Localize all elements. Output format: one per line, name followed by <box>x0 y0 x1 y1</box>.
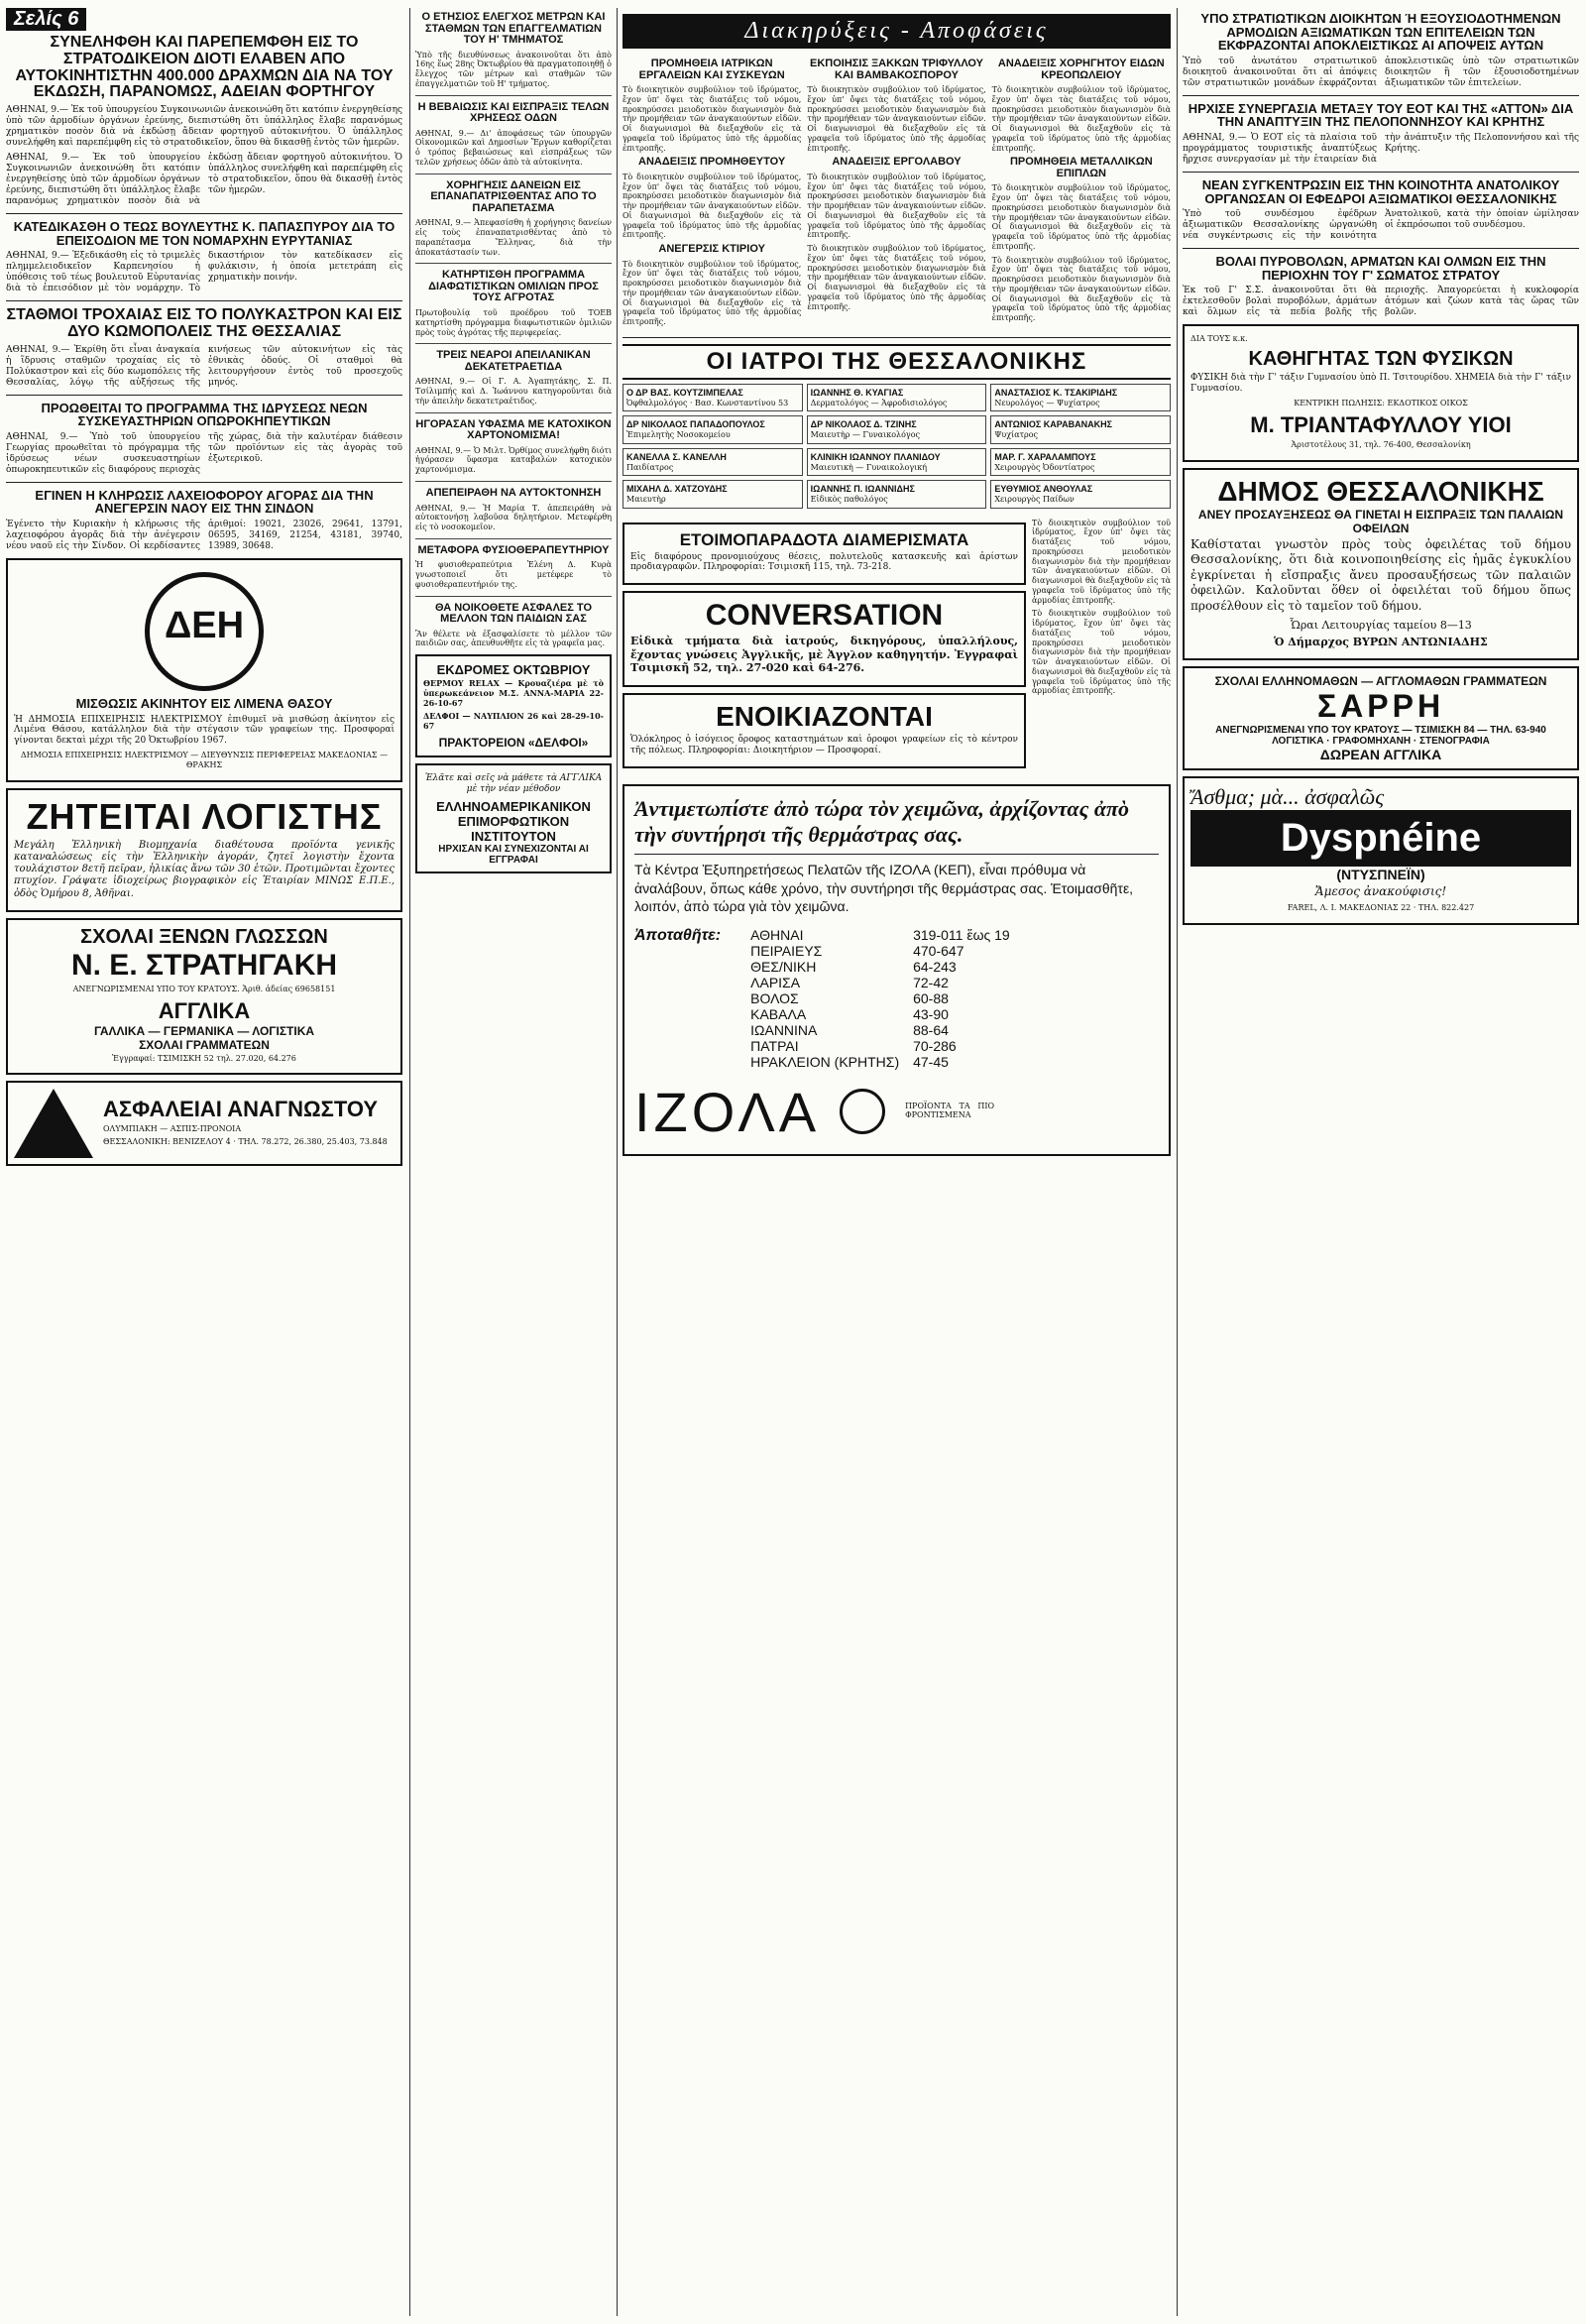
excursions-title: ΕΚΔΡΟΜΕΣ ΟΚΤΩΒΡΙΟΥ <box>436 662 591 678</box>
ad-sarri <box>1183 666 1579 770</box>
hellas-text: Ἐλᾶτε καὶ σεῖς νὰ μάθετε τὰ ΑΓΓΛΙΚΑ μὲ τὴν νέαν μέθοδον <box>424 772 603 794</box>
decree-title: ΕΚΠΟΙΗΣΙΣ ΞΑΚΚΩΝ ΤΡΙΦΥΛΛΟΥ ΚΑΙ ΒΑΜΒΑΚΟΣΠΟΡΟΥ <box>810 58 983 81</box>
izola-text: Τὰ Κέντρα Ἐξυπηρετήσεως Πελατῶν τῆς ΙΖΟΛΑ (ΚΕΠ), εἶναι πρόθυμα νὰ ἀναλάβουν, ὅπως κάθε χρόνο, τὴν συντήρησι τῆς θερμάστρας σας. Ἑτοιμασθῆτε, λοιπόν, ἀπὸ τώρα γιὰ τὸν χειμῶνα. <box>634 862 1134 914</box>
izola-tag: ΠΡΟΪΟΝΤΑ ΤΑ ΠΙΟ ΦΡΟΝΤΙΣΜΕΝΑ <box>905 1101 995 1120</box>
insurance-name: ΑΣΦΑΛΕΙΑΙ ΑΝΑΓΝΩΣΤΟΥ <box>103 1096 379 1121</box>
decree-title: ΠΡΟΜΗΘΕΙΑ ΜΕΤΑΛΛΙΚΩΝ ΕΠΙΠΛΩΝ <box>1009 156 1153 179</box>
dyspneine-address: FAREL, Λ. Ι. ΜΑΚΕΔΟΝΙΑΣ 22 · ΤΗΛ. 822.427 <box>1287 902 1475 912</box>
rent-title: ΕΝΟΙΚΙΑΖΟΝΤΑΙ <box>716 700 933 732</box>
physics-pub: ΚΕΝΤΡΙΚΗ ΠΩΛΗΣΙΣ: ΕΚΔΟΤΙΚΟΣ ΟΙΚΟΣ <box>1294 399 1468 408</box>
side-note: Τὸ διοικητικὸν συμβούλιον τοῦ ἱδρύματος, ἔχον ὑπ' ὄψει τὰς διατάξεις τοῦ νόμου, προκηρύσσει μειοδοτικὸν διαγωνισμὸν διὰ τὴν προμήθειαν τῶν ἀναγκαιούντων εἰδῶν. Οἱ διαγωνισμοὶ θὰ διεξαχθοῦν εἰς τὰ γραφεῖα τοῦ ἱδρύματος ὑπὸ τῆς ἁρμοδίας ἐπιτροπῆς. <box>1032 609 1171 696</box>
izola-city-row: ΑΘΗΝΑΙ 319-011 ἕως 19 <box>750 926 1010 943</box>
headline-papaspyrou: ΚΑΤΕΔΙΚΑΣΘΗ Ο ΤΕΩΣ ΒΟΥΛΕΥΤΗΣ Κ. ΠΑΠΑΣΠΥΡΟΥ ΔΙΑ ΤΟ ΕΠΕΙΣΟΔΙΟΝ ΜΕ ΤΟΝ ΝΟΜΑΡΧΗΝ ΕΥΡΥΤΑΝΙΑΣ <box>13 218 396 248</box>
article-text: Πρωτοβουλίᾳ τοῦ προέδρου τοῦ ΤΟΕΒ κατηρτίσθη πρόγραμμα διαφωτιστικῶν ὁμιλιῶν πρὸς τοὺς ἀγρότας τῆς περιφερείας. <box>415 308 612 337</box>
side-note: Τὸ διοικητικὸν συμβούλιον τοῦ ἱδρύματος, ἔχον ὑπ' ὄψει τὰς διατάξεις τοῦ νόμου, προκηρύσσει μειοδοτικὸν διαγωνισμὸν διὰ τὴν προμήθειαν τῶν ἀναγκαιούντων εἰδῶν. Οἱ διαγωνισμοὶ θὰ διεξαχθοῦν εἰς τὰ γραφεῖα τοῦ ἱδρύματος ὑπὸ τῆς ἁρμοδίας ἐπιτροπῆς. <box>1032 518 1171 605</box>
izola-city-row: ΚΑΒΑΛΑ 43-90 <box>750 1005 949 1022</box>
municipality-sub: ΑΝΕΥ ΠΡΟΣΑΥΞΗΣΕΩΣ ΘΑ ΓΙΝΕΤΑΙ Η ΕΙΣΠΡΑΞΙΣ ΤΩΝ ΠΑΛΑΙΩΝ ΟΦΕΙΛΩΝ <box>1197 507 1564 535</box>
doctor-card: ΑΝΤΩΝΙΟΣ ΚΑΡΑΒΑΝΑΚΗΣ Ψυχίατρος <box>990 415 1171 443</box>
headline-artillery: ΒΟΛΑΙ ΠΥΡΟΒΟΛΩΝ, ΑΡΜΑΤΩΝ ΚΑΙ ΟΛΜΩΝ ΕΙΣ ΤΗΝ ΠΕΡΙΟΧΗΝ ΤΟΥ Γ' ΣΩΜΑΤΟΣ ΣΤΡΑΤΟΥ <box>1215 254 1546 283</box>
conversation-text: Εἰδικὰ τμήματα διὰ ἰατρούς, δικηγόρους, ὑπαλλήλους, ἔχοντας γνώσεις Ἀγγλικῆς, μὲ Ἀγγλον καθηγητήν. Ἐγγραφαὶ Τσιμισκῆ 52, τηλ. 27-020 καὶ 64-276. <box>630 635 1018 675</box>
physics-name: Μ. ΤΡΙΑΝΤΑΦΥΛΛΟΥ ΥΙΟΙ <box>1250 411 1512 437</box>
ad-dyspneine <box>1183 776 1579 924</box>
doctor-card: ΚΛΙΝΙΚΗ ΙΩΑΝΝΟΥ ΠΛΑΝΙΔΟΥ Μαιευτικὴ — Γυναικολογική <box>807 448 987 476</box>
izola-footer <box>634 1080 1159 1144</box>
doctor-card: Ο ΔΡ ΒΑΣ. ΚΟΥΤΖΙΜΠΕΛΑΣ Ὀφθαλμολόγος · Βασ. Κωνσταντίνου 53 <box>623 384 803 411</box>
ad-rent <box>623 693 1026 768</box>
column-rule <box>1177 8 1178 2316</box>
decree-text: Τὸ διοικητικὸν συμβούλιον τοῦ ἱδρύματος, ἔχον ὑπ' ὄψει τὰς διατάξεις τοῦ νόμου, προκηρύσσει μειοδοτικὸν διαγωνισμὸν διὰ τὴν προμήθειαν τῶν ἀναγκαιούντων εἰδῶν. Οἱ διαγωνισμοὶ θὰ διεξαχθοῦν εἰς τὰ γραφεῖα τοῦ ἱδρύματος ὑπὸ τῆς ἁρμοδίας ἐπιτροπῆς. <box>991 183 1171 251</box>
article-text: ΑΘΗΝΑΙ, 9.— Ὁ Μιλτ. Ὀρθίμος συνελήφθη διότι ἠγόρασεν ὕφασμα καταβαλὼν κατοχικὸν χαρτονόμισμα. <box>415 445 612 475</box>
decree-title: ΑΝΑΔΕΙΞΙΣ ΧΟΡΗΓΗΤΟΥ ΕΙΔΩΝ ΚΡΕΟΠΩΛΕΙΟΥ <box>997 58 1165 81</box>
doctor-card: ΜΑΡ. Γ. ΧΑΡΑΛΑΜΠΟΥΣ Χειρουργὸς Ὀδοντίατρος <box>990 448 1171 476</box>
dyspneine-slogan: Ἄμεσος ἀνακούφισις! <box>1314 884 1447 899</box>
headline-lottery: ΕΓΙΝΕΝ Η ΚΛΗΡΩΣΙΣ ΛΑΧΕΙΟΦΟΡΟΥ ΑΓΟΡΑΣ ΔΙΑ ΤΗΝ ΑΝΕΓΕΡΣΙΝ ΝΑΟΥ ΕΙΣ ΤΗΝ ΣΙΝΔΟΝ <box>35 487 374 517</box>
decree-title: ΑΝΕΓΕΡΣΙΣ ΚΤΙΡΙΟΥ <box>658 243 765 256</box>
column-left <box>6 8 402 2316</box>
column-second <box>415 8 612 2316</box>
school-english: ΑΓΓΛΙΚΑ <box>158 997 251 1023</box>
ad-conversation <box>623 591 1026 686</box>
decree-text: Τὸ διοικητικὸν συμβούλιον τοῦ ἱδρύματος, ἔχον ὑπ' ὄψει τὰς διατάξεις τοῦ νόμου, προκηρύσσει μειοδοτικὸν διαγωνισμὸν διὰ τὴν προμήθειαν τῶν ἀναγκαιούντων εἰδῶν. Οἱ διαγωνισμοὶ θὰ διεξαχθοῦν εἰς τὰ γραφεῖα τοῦ ἱδρύματος ὑπὸ τῆς ἁρμοδίας ἐπιτροπῆς. <box>807 172 986 240</box>
dyspneine-name: Dyspnéine <box>1190 810 1571 867</box>
izola-city-row: ΗΡΑΚΛΕΙΟΝ (ΚΡΗΤΗΣ) 47-45 <box>750 1053 949 1070</box>
school-name: Ν. Ε. ΣΤΡΑΤΗΓΑΚΗ <box>70 948 338 982</box>
municipality-text: Καθίσταται γνωστὸν πρὸς τοὺς ὀφειλέτας τοῦ δήμου Θεσσαλονίκης, ὅτι διὰ κοινοποιηθείσης εἰς ἡμᾶς ἐγκυκλίου ἐγκρίνεται ἡ εἴσπραξις ἄνευ προσαυξήσεως τῶν παλαιῶν ὀφειλῶν. Καλοῦνται ὅθεν οἱ ὀφειλέται τοῦ δήμου ὅπως προσέλθουν εἰς τὸ ταμεῖον τοῦ δήμου. <box>1190 536 1571 613</box>
school-sub: ΑΝΕΓΝΩΡΙΣΜΕΝΑΙ ΥΠΟ ΤΟΥ ΚΡΑΤΟΥΣ. Ἀριθ. ἀδείας 69658151 <box>72 984 336 993</box>
physics-title: ΚΑΘΗΓΗΤΑΣ ΤΩΝ ΦΥΣΙΚΩΝ <box>1248 348 1514 371</box>
headline-loans: ΧΟΡΗΓΗΣΙΣ ΔΑΝΕΙΩΝ ΕΙΣ ΕΠΑΝΑΠΑΤΡΙΣΘΕΝΤΑΣ ΑΠΟ ΤΟ ΠΑΡΑΠΕΤΑΣΜΑ <box>430 178 597 214</box>
doctor-card: ΕΥΘΥΜΙΟΣ ΑΝΘΟΥΛΑΣ Χειρουργὸς Παίδων <box>990 480 1171 508</box>
article-text: ΑΘΗΝΑΙ, 9.— Ἐκ τοῦ ὑπουργείου Συγκοινωνιῶν ἀνεκοινώθη ὅτι κατόπιν ἐνεργηθείσης ὑπὸ τῶν ἁρμοδίων ὀργάνων ἐρεύνης, διεπιστώθη ὅτι ὑπάλληλος ἔλαβε παρανόμως χρηματικὸν ποσὸν διὰ νὰ ἐκδώσῃ ἄδειαν φορτηγοῦ αὐτοκινήτου. Ὁ ὑπάλληλος συνελήφθη καὶ παρεπέμφθη εἰς τὸ στρατοδικεῖον, ὅπου θὰ δικασθῇ ἐντὸς τῶν ἡμερῶν. <box>6 105 402 149</box>
decree-column <box>807 55 985 331</box>
article-text: ΑΘΗΝΑΙ, 9.— Ὁ ΕΟΤ εἰς τὰ πλαίσια τοῦ προγράμματος τουριστικῆς ἀναπτύξεως ἤρχισε συνεργασίαν μὲ τὴν ἑταιρείαν διὰ τὴν ἀνάπτυξιν τῆς Πελοποννήσου καὶ τῆς Κρήτης. <box>1183 133 1579 166</box>
ad-hellenic-american <box>415 763 612 873</box>
school-headline: ΣΧΟΛΑΙ ΞΕΝΩΝ ΓΛΩΣΣΩΝ <box>80 925 328 948</box>
decree-column <box>992 55 1171 331</box>
article-text: Ἐγένετο τὴν Κυριακὴν ἡ κλήρωσις τῆς λαχειοφόρου ἀγορᾶς διὰ τὴν ἀνέγερσιν νέου ναοῦ εἰς τὴν Σίνδον. Οἱ κερδίσαντες ἀριθμοί: 19021, 23026, 29641, 13791, 06595, 34169, 21254, 43181, 39740, 13989, 30648. <box>6 519 402 551</box>
accountant-title: ΖΗΤΕΙΤΑΙ ΛΟΓΙΣΤΗΣ <box>26 795 383 837</box>
column-rule <box>617 8 618 2316</box>
ad-language-school <box>6 918 402 1076</box>
izola-city-row: ΠΑΤΡΑΙ 70-286 <box>750 1037 957 1054</box>
rent-text: Ὁλόκληρος ὁ ἰσόγειος ὄροφος καταστημάτων καὶ ὁροφοι γραφείων εἰς τὸ κέντρον τῆς πόλεως. Πληροφορίαι: Διοικητήριον — Προσφοραί. <box>630 734 1018 755</box>
decree-text: Τὸ διοικητικὸν συμβούλιον τοῦ ἱδρύματος, ἔχον ὑπ' ὄψει τὰς διατάξεις τοῦ νόμου, προκηρύσσει μειοδοτικὸν διαγωνισμὸν διὰ τὴν προμήθειαν τῶν ἀναγκαιούντων εἰδῶν. Οἱ διαγωνισμοὶ θὰ διεξαχθοῦν εἰς τὰ γραφεῖα τοῦ ἱδρύματος ὑπὸ τῆς ἁρμοδίας ἐπιτροπῆς. <box>991 255 1171 323</box>
doctor-card: ΔΡ ΝΙΚΟΛΑΟΣ Δ. ΤΖΙΝΗΣ Μαιευτὴρ — Γυναικολόγος <box>807 415 987 443</box>
insurance-address: ΘΕΣΣΑΛΟΝΙΚΗ: ΒΕΝΙΖΕΛΟΥ 4 · ΤΗΛ. 78.272, 26.380, 25.403, 73.848 <box>103 1137 388 1147</box>
article-text: ΑΘΗΝΑΙ, 9.— Ἐξεδικάσθη εἰς τὸ τριμελὲς πλημμελειοδικεῖον Καρπενησίου ἡ ὑπόθεσις τοῦ τέως βουλευτοῦ Εὐρυτανίας διὰ τὸ ἐπεισόδιον μὲ τὸν νομάρχην. Τὸ δικαστήριον τὸν κατεδίκασεν εἰς φυλάκισιν, ἡ ὁποία μετετράπη εἰς χρηματικὴν ποινήν. <box>6 251 402 294</box>
izola-city-row: ΒΟΛΟΣ 60-88 <box>750 989 949 1006</box>
article-text: ΑΘΗΝΑΙ, 9.— Ἡ Μαρία Τ. ἀπεπειράθη νὰ αὐτοκτονήσῃ λαβοῦσα δηλητήριον. Μετεφέρθη εἰς τὸ νοσοκομεῖον. <box>415 503 612 531</box>
ad-deh <box>6 558 402 782</box>
headline-military: ΥΠΟ ΣΤΡΑΤΙΩΤΙΚΩΝ ΔΙΟΙΚΗΤΩΝ Ή ΕΞΟΥΣΙΟΔΟΤΗΜΕΝΩΝ ΑΡΜΟΔΙΩΝ ΑΞΙΩΜΑΤΙΚΩΝ ΤΩΝ ΕΠΙΤΕΛΕΙΩΝ ΤΩΝ ΕΚΦΡΑΖΟΝΤΑΙ ΑΠΟΚΛΕΙΣΤΙΚΩΣ ΑΙ ΑΠΟΨΕΙΣ ΑΥΤΩΝ <box>1200 11 1561 54</box>
sarri-name: ΣΑΡΡΗ <box>1316 688 1445 725</box>
article-text: ΑΘΗΝΑΙ, 9.— Ἀπεφασίσθη ἡ χορήγησις δανείων εἰς τοὺς ἐπαναπατρισθέντας ἀπὸ τὸ παραπέτασμα Ἕλληνας, διὰ τὴν ἀποκατάστασίν των. <box>415 218 612 257</box>
headline-fabric: ΗΓΟΡΑΣΑΝ ΥΦΑΣΜΑ ΜΕ ΚΑΤΟΧΙΚΟΝ ΧΑΡΤΟΝΟΜΙΣΜΑ! <box>415 417 612 442</box>
izola-city-row: ΘΕΣ/ΝΙΚΗ 64-243 <box>750 958 957 975</box>
headline-future: ΘΑ ΝΟΙΚΟΘΕΤΕ ΑΣΦΑΛΕΣ ΤΟ ΜΕΛΛΟΝ ΤΩΝ ΠΑΙΔΙΩΝ ΣΑΣ <box>434 601 593 626</box>
izola-city-row: ΙΩΑΝΝΙΝΑ 88-64 <box>750 1021 949 1038</box>
doctor-card: ΚΑΝΕΛΛΑ Σ. ΚΑΝΕΛΛΗ Παιδίατρος <box>623 448 803 476</box>
headline-measures: Ο ΕΤΗΣΙΟΣ ΕΛΕΓΧΟΣ ΜΕΤΡΩΝ ΚΑΙ ΣΤΑΘΜΩΝ ΤΩΝ ΕΠΑΓΓΕΛΜΑΤΙΩΝ ΤΟΥ Η' ΤΜΗΜΑΤΟΣ <box>421 11 606 47</box>
decree-text: Τὸ διοικητικὸν συμβούλιον τοῦ ἱδρύματος, ἔχον ὑπ' ὄψει τὰς διατάξεις τοῦ νόμου, προκηρύσσει μειοδοτικὸν διαγωνισμὸν διὰ τὴν προμήθειαν τῶν ἀναγκαιούντων εἰδῶν. Οἱ διαγωνισμοὶ θὰ διεξαχθοῦν εἰς τὰ γραφεῖα τοῦ ἱδρύματος ὑπὸ τῆς ἁρμοδίας ἐπιτροπῆς. <box>807 85 986 153</box>
izola-call: Ἀποταθῆτε: <box>634 926 722 944</box>
izola-city-row: ΛΑΡΙΣΑ 72-42 <box>750 974 949 990</box>
doctor-card: ΔΡ ΝΙΚΟΛΑΟΣ ΠΑΠΑΔΟΠΟΥΛΟΣ Ἐπιμελητὴς Νοσοκομείου <box>623 415 803 443</box>
column-right <box>1183 8 1579 2316</box>
doctor-card: ΙΩΑΝΝΗΣ Π. ΙΩΑΝΝΙΔΗΣ Εἰδικὸς παθολόγος <box>807 480 987 508</box>
sarri-line: ΛΟΓΙΣΤΙΚΑ · ΓΡΑΦΟΜΗΧΑΝΗ · ΣΤΕΝΟΓΡΑΦΙΑ <box>1272 736 1490 748</box>
apartments-text: Εἰς διαφόρους προνομιούχους θέσεις, πολυτελοῦς κατασκευῆς καὶ ἀρίστων προδιαγραφῶν. Πληροφορίαι: Τσιμισκῆ 115, τηλ. 73-218. <box>630 551 1018 573</box>
excursion-item: ΔΕΛΦΟΙ — ΝΑΥΠΛΙΟΝ 26 καὶ 28-29-10-67 <box>423 711 604 732</box>
hellas-foot: ΗΡΧΙΣΑΝ ΚΑΙ ΣΥΝΕΧΙΖΟΝΤΑΙ ΑΙ ΕΓΓΡΑΦΑΙ <box>438 843 589 866</box>
headline-suicide: ΑΠΕΠΕΙΡΑΘΗ ΝΑ ΑΥΤΟΚΤΟΝΗΣΗ <box>425 486 602 499</box>
ad-accountant <box>6 788 402 912</box>
physics-pre: ΔΙΑ ΤΟΥΣ κ.κ. <box>1190 334 1248 344</box>
ad-excursions <box>415 654 612 757</box>
deh-headline: ΜΙΣΘΩΣΙΣ ΑΚΙΝΗΤΟΥ ΕΙΣ ΛΙΜΕΝΑ ΘΑΣΟΥ <box>75 695 333 711</box>
accountant-text: Μεγάλη Ἑλληνικὴ Βιομηχανία διαθέτουσα προϊόντα γενικῆς καταναλώσεως εἰς τὴν Ἑλληνικὴν ἀγοράν, ζητεῖ λογιστὴν ἔχοντα τουλάχιστον 8ετῆ πεῖραν, ἡλικίας ἄνω τῶν 30 ἐτῶν. Προτιμῶνται ἔχοντες πτυχίον. Γράψατε ἰδιοχείρως βιογραφικὸν εἰς Ἐταιρίαν ΜΙΝΩΣ Ε.Π.Ε., ὁδὸς Ὁμήρου 8, Ἀθῆναι. <box>14 839 395 899</box>
column-center <box>623 8 1171 2316</box>
headline-arrest: ΣΥΝΕΛΗΦΘΗ ΚΑΙ ΠΑΡΕΠΕΜΦΘΗ ΕΙΣ ΤΟ ΣΤΡΑΤΟΔΙΚΕΙΟΝ ΔΙΟΤΙ ΕΛΑΒΕΝ ΑΠΟ ΑΥΤΟΚΙΝΗΤΙΣΤΗΝ 400.000 ΔΡΑΧΜΩΝ ΔΙΑ ΝΑ ΤΟΥ ΕΚΔΩΣΗ, ΠΑΡΑΝΟΜΩΣ, ΑΔΕΙΑΝ ΦΟΡΤΗΓΟΥ <box>15 34 394 101</box>
izola-logo: ΙΖΟΛΑ <box>634 1080 821 1143</box>
conversation-title: CONVERSATION <box>705 599 944 633</box>
hellas-name: ΕΛΛΗΝΟΑΜΕΡΙΚΑΝΙΚΟΝ ΕΠΙΜΟΡΦΩΤΙΚΟΝ ΙΝΣΤΙΤΟΥΤΟΝ <box>436 798 591 844</box>
decree-column <box>623 55 801 331</box>
headline-road-fees: Η ΒΕΒΑΙΩΣΙΣ ΚΑΙ ΕΙΣΠΡΑΞΙΣ ΤΕΛΩΝ ΧΡΗΣΕΩΣ ΟΔΩΝ <box>417 100 610 125</box>
decrees-banner: Διακηρύξεις - Αποφάσεις <box>623 14 1171 49</box>
section-label: Σελίς 6 <box>6 8 86 31</box>
sarri-pre: ΣΧΟΛΑΙ ΕΛΛΗΝΟΜΑΘΩΝ — ΑΓΓΛΟΜΑΘΩΝ ΓΡΑΜΜΑΤΕΩΝ <box>1214 674 1547 689</box>
ad-physics <box>1183 324 1579 461</box>
article-text: Ὑπὸ τοῦ συνδέσμου ἐφέδρων ἀξιωματικῶν Θεσσαλονίκης ὠργανώθη νέα συγκέντρωσις εἰς τὴν κοινότητα Ἀνατολικοῦ, κατὰ τὴν ὁποίαν ὡμίλησαν οἱ ἐκπρόσωποι τοῦ συνδέσμου. <box>1183 209 1579 242</box>
municipality-sign: Ὁ Δήμαρχος ΒΥΡΩΝ ΑΝΤΩΝΙΑΔΗΣ <box>1274 635 1488 648</box>
sarri-sub: ΑΝΕΓΝΩΡΙΣΜΕΝΑΙ ΥΠΟ ΤΟΥ ΚΡΑΤΟΥΣ — ΤΣΙΜΙΣΚΗ 84 — ΤΗΛ. 63-940 <box>1215 725 1546 737</box>
deh-text: Ἡ ΔΗΜΟΣΙΑ ΕΠΙΧΕΙΡΗΣΙΣ ΗΛΕΚΤΡΙΣΜΟΥ ἐπιθυμεῖ νὰ μισθώσῃ ἀκίνητον εἰς Λιμένα Θάσου, κατάλληλον διὰ τὴν στέγασιν τῶν γραφείων της. Προσφοραὶ γίνονται δεκταὶ μέχρι τῆς 20 Ὀκτωβρίου 1967. <box>14 714 395 747</box>
ad-izola <box>623 784 1171 1156</box>
ad-apartments <box>623 523 1026 586</box>
doctors-title: ΟΙ ΙΑΤΡΟΙ ΤΗΣ ΘΕΣΣΑΛΟΝΙΚΗΣ <box>623 344 1171 380</box>
article-text: ΑΘΗΝΑΙ, 9.— Δι' ἀποφάσεως τῶν ὑπουργῶν Οἰκονομικῶν καὶ Δημοσίων Ἔργων καθορίζεται ὁ τρόπος βεβαιώσεως καὶ εἰσπράξεως τῶν τελῶν χρήσεως ὁδῶν ἀπὸ τὰ αὐτοκίνητα. <box>415 128 612 167</box>
decree-title: ΠΡΟΜΗΘΕΙΑ ΙΑΤΡΙΚΩΝ ΕΡΓΑΛΕΙΩΝ ΚΑΙ ΣΥΣΚΕΥΩΝ <box>638 58 785 81</box>
ad-insurance <box>6 1081 402 1166</box>
dyspneine-sub: (ΝΤΥΣΠΝΕΪΝ) <box>1336 867 1425 883</box>
izola-circle-icon <box>840 1089 885 1134</box>
headline-traffic: ΣΤΑΘΜΟΙ ΤΡΟΧΑΙΑΣ ΕΙΣ ΤΟ ΠΟΛΥΚΑΣΤΡΟΝ ΚΑΙ ΕΙΣ ΔΥΟ ΚΩΜΟΠΟΛΕΙΣ ΤΗΣ ΘΕΣΣΑΛΙΑΣ <box>6 306 402 340</box>
headline-reserve: ΝΕΑΝ ΣΥΓΚΕΝΤΡΩΣΙΝ ΕΙΣ ΤΗΝ ΚΟΙΝΟΤΗΤΑ ΑΝΑΤΟΛΙΚΟΥ ΟΡΓΑΝΩΣΑΝ ΟΙ ΕΦΕΔΡΟΙ ΑΞΙΩΜΑΤΙΚΟΙ ΘΕΣΣΑΛΟΝΙΚΗΣ <box>1201 177 1560 206</box>
excursion-agency: ΠΡΑΚΤΟΡΕΙΟΝ «ΔΕΛΦΟΙ» <box>438 735 589 750</box>
insurance-sub: ΟΛΥΜΠΙΑΚΗ — ΑΣΠΙΣ-ΠΡΟΝΟΙΑ <box>103 1123 242 1133</box>
ad-municipality <box>1183 468 1579 661</box>
decree-text: Τὸ διοικητικὸν συμβούλιον τοῦ ἱδρύματος, ἔχον ὑπ' ὄψει τὰς διατάξεις τοῦ νόμου, προκηρύσσει μειοδοτικὸν διαγωνισμὸν διὰ τὴν προμήθειαν τῶν ἀναγκαιούντων εἰδῶν. Οἱ διαγωνισμοὶ θὰ διεξαχθοῦν εἰς τὰ γραφεῖα τοῦ ἱδρύματος ὑπὸ τῆς ἁρμοδίας ἐπιτροπῆς. <box>623 172 802 240</box>
article-text: Ἡ φυσιοθεραπεύτρια Ἑλένη Δ. Κυρὰ γνωστοποιεῖ ὅτι μετέφερε τὸ φυσιοθεραπευτήριόν της. <box>415 560 612 589</box>
doctors-grid <box>623 384 1171 509</box>
izola-city-row: ΠΕΙΡΑΙΕΥΣ 470-647 <box>750 942 964 959</box>
decree-text: Τὸ διοικητικὸν συμβούλιον τοῦ ἱδρύματος, ἔχον ὑπ' ὄψει τὰς διατάξεις τοῦ νόμου, προκηρύσσει μειοδοτικὸν διαγωνισμὸν διὰ τὴν προμήθειαν τῶν ἀναγκαιούντων εἰδῶν. Οἱ διαγωνισμοὶ θὰ διεξαχθοῦν εἰς τὰ γραφεῖα τοῦ ἱδρύματος ὑπὸ τῆς ἁρμοδίας ἐπιτροπῆς. <box>623 85 802 153</box>
triangle-logo-icon <box>14 1089 93 1158</box>
physics-address: Ἀριστοτέλους 31, τηλ. 76-400, Θεσσαλονίκη <box>1291 439 1471 449</box>
decree-text: Τὸ διοικητικὸν συμβούλιον τοῦ ἱδρύματος, ἔχον ὑπ' ὄψει τὰς διατάξεις τοῦ νόμου, προκηρύσσει μειοδοτικὸν διαγωνισμὸν διὰ τὴν προμήθειαν τῶν ἀναγκαιούντων εἰδῶν. Οἱ διαγωνισμοὶ θὰ διεξαχθοῦν εἰς τὰ γραφεῖα τοῦ ἱδρύματος ὑπὸ τῆς ἁρμοδίας ἐπιτροπῆς. <box>623 259 802 327</box>
side-notes <box>1032 517 1171 774</box>
article-text: ΑΘΗΝΑΙ, 9.— Ἐκρίθη ὅτι εἶναι ἀναγκαία ἡ ἵδρυσις σταθμῶν τροχαίας εἰς τὸ Πολύκαστρον καὶ εἰς δύο κωμοπόλεις τῆς Θεσσαλίας, λόγῳ τῆς αὐξήσεως τῆς κινήσεως τῶν αὐτοκινήτων εἰς τὰς ἐθνικὰς ὁδούς. Οἱ σταθμοὶ θὰ λειτουργήσουν ἐντὸς τοῦ προσεχοῦς μηνός. <box>6 344 402 388</box>
municipality-hours: Ὧραι Λειτουργίας ταμείου 8—13 <box>1290 618 1472 632</box>
article-text: Ἂν θέλετε νὰ ἐξασφαλίσετε τὸ μέλλον τῶν παιδιῶν σας, ἀπευθυνθῆτε εἰς τὰ γραφεῖα μας. <box>415 629 612 648</box>
article-text-cont: ΑΘΗΝΑΙ, 9.— Ἐκ τοῦ ὑπουργείου Συγκοινωνιῶν ἀνεκοινώθη ὅτι κατόπιν ἐνεργηθείσης ὑπὸ τῶν ἁρμοδίων ὀργάνων ἐρεύνης, διεπιστώθη ὅτι ὑπάλληλος ἔλαβε παρανόμως χρηματικὸν ποσὸν διὰ νὰ ἐκδώσῃ ἄδειαν φορτηγοῦ αὐτοκινήτου. Ὁ ὑπάλληλος συνελήφθη καὶ παρεπέμφθη εἰς τὸ στρατοδικεῖον, ὅπου θὰ δικασθῇ ἐντὸς τῶν ἡμερῶν. <box>6 153 402 206</box>
article-text: ΑΘΗΝΑΙ, 9.— Οἱ Γ. Α. Ἀγαπητάκης, Σ. Π. Τσίλιμπής καὶ Δ. Ἰωάννου κατηγοροῦνται διὰ τὴν ἀπειλὴν δεκατετραέτιδος. <box>415 377 612 406</box>
headline-physio: ΜΕΤΑΦΟΡΑ ΦΥΣΙΟΘΕΡΑΠΕΥΤΗΡΙΟΥ <box>417 543 610 556</box>
decree-title: ΑΝΑΔΕΙΞΙΣ ΠΡΟΜΗΘΕΥΤΟΥ <box>638 156 786 169</box>
school-address: Ἐγγραφαί: ΤΣΙΜΙΣΚΗ 52 τηλ. 27.020, 64.276 <box>112 1053 296 1063</box>
column-rule <box>409 8 410 2316</box>
apartments-title: ΕΤΟΙΜΟΠΑΡΑΔΟΤΑ ΔΙΑΜΕΡΙΣΜΑΤΑ <box>679 529 969 549</box>
izola-contacts <box>634 927 1159 1070</box>
decree-text: Τὸ διοικητικὸν συμβούλιον τοῦ ἱδρύματος, ἔχον ὑπ' ὄψει τὰς διατάξεις τοῦ νόμου, προκηρύσσει μειοδοτικὸν διαγωνισμὸν διὰ τὴν προμήθειαν τῶν ἀναγκαιούντων εἰδῶν. Οἱ διαγωνισμοὶ θὰ διεξαχθοῦν εἰς τὰ γραφεῖα τοῦ ἱδρύματος ὑπὸ τῆς ἁρμοδίας ἐπιτροπῆς. <box>991 85 1171 153</box>
deh-sign: ΔΗΜΟΣΙΑ ΕΠΙΧΕΙΡΗΣΙΣ ΗΛΕΚΤΡΙΣΜΟΥ — ΔΙΕΥΘΥΝΣΙΣ ΠΕΡΙΦΕΡΕΙΑΣ ΜΑΚΕΔΟΝΙΑΣ — ΘΡΑΚΗΣ <box>20 751 389 770</box>
municipality-title: ΔΗΜΟΣ ΘΕΣΣΑΛΟΝΙΚΗΣ <box>1217 475 1544 507</box>
deh-logo: ΔΕΗ <box>145 572 264 691</box>
physics-text: ΦΥΣΙΚΗ διὰ τὴν Γ' τάξιν Γυμνασίου ὑπὸ Π. Τσιτουρίδου. ΧΗΜΕΙΑ διὰ τὴν Γ' τάξιν Γυμνασίου. <box>1190 373 1571 395</box>
headline-lectures: ΚΑΤΗΡΤΙΣΘΗ ΠΡΟΓΡΑΜΜΑ ΔΙΑΦΩΤΙΣΤΙΚΩΝ ΟΜΙΛΙΩΝ ΠΡΟΣ ΤΟΥΣ ΑΓΡΟΤΑΣ <box>428 269 599 304</box>
article-text: Ἐκ τοῦ Γ' Σ.Σ. ἀνακοινοῦται ὅτι θὰ ἐκτελεσθοῦν βολαὶ πυροβόλων, ἁρμάτων καὶ ὅλμων εἰς τὰ πεδία βολῆς τῆς περιοχῆς. Ἀπαγορεύεται ἡ κυκλοφορία ἀτόμων καὶ ζώων κατὰ τὰς ὥρας τῶν βολῶν. <box>1183 286 1579 318</box>
page-header <box>6 8 402 31</box>
doctor-card: ΙΩΑΝΝΗΣ Θ. ΚΥΑΓΙΑΣ Δερματολόγος — Ἀφροδισιολόγος <box>807 384 987 411</box>
school-langs: ΓΑΛΛΙΚΑ — ΓΕΡΜΑΝΙΚΑ — ΛΟΓΙΣΤΙΚΑ <box>93 1023 315 1038</box>
school-secretaries: ΣΧΟΛΑΙ ΓΡΑΜΜΑΤΕΩΝ <box>139 1037 270 1052</box>
decree-text: Τὸ διοικητικὸν συμβούλιον τοῦ ἱδρύματος, ἔχον ὑπ' ὄψει τὰς διατάξεις τοῦ νόμου, προκηρύσσει μειοδοτικὸν διαγωνισμὸν διὰ τὴν προμήθειαν τῶν ἀναγκαιούντων εἰδῶν. Οἱ διαγωνισμοὶ θὰ διεξαχθοῦν εἰς τὰ γραφεῖα τοῦ ἱδρύματος ὑπὸ τῆς ἁρμοδίας ἐπιτροπῆς. <box>807 244 986 311</box>
headline-packing: ΠΡΟΩΘΕΙΤΑΙ ΤΟ ΠΡΟΓΡΑΜΜΑ ΤΗΣ ΙΔΡΥΣΕΩΣ ΝΕΩΝ ΣΥΣΚΕΥΑΣΤΗΡΙΩΝ ΟΠΩΡΟΚΗΠΕΥΤΙΚΩΝ <box>41 400 368 429</box>
article-text: Ὑπὸ τῆς διευθύνσεως ἀνακοινοῦται ὅτι ἀπὸ 16ης ἕως 28ης Ὀκτωβρίου θὰ πραγματοποιηθῇ ὁ ἔλεγχος τῶν μέτρων καὶ σταθμῶν τῶν ἐπαγγελματιῶν τοῦ Η' τμήματος. <box>415 50 612 88</box>
doctor-card: ΜΙΧΑΗΛ Δ. ΧΑΤΖΟΥΔΗΣ Μαιευτὴρ <box>623 480 803 508</box>
dyspneine-pre: Ἄσθμα; μὰ... ἀσφαλῶς <box>1190 784 1385 810</box>
izola-slogan: Ἀντιμετωπίστε ἀπὸ τώρα τὸν χειμῶνα, ἀρχίζοντας ἀπὸ τὴν συντήρησι τῆς θερμάστρας σας. <box>634 795 1130 847</box>
decrees-grid <box>623 55 1171 331</box>
izola-city-table <box>750 927 1024 1070</box>
article-text: Ὑπὸ τοῦ ἀνωτάτου στρατιωτικοῦ διοικητοῦ ἀνακοινοῦται ὅτι αἱ ἀπόψεις τῶν στρατιωτικῶν μονάδων ἐκφράζονται ἀποκλειστικῶς ὑπὸ τῶν στρατιωτικῶν διοικητῶν ἢ τῶν ἐξουσιοδοτημένων ἀξιωματικῶν τῶν ἐπιτελείων. <box>1183 56 1579 88</box>
headline-threat: ΤΡΕΙΣ ΝΕΑΡΟΙ ΑΠΕΙΛΑΝΙΚΑΝ ΔΕΚΑΤΕΤΡΑΕΤΙΔΑ <box>436 349 591 373</box>
classifieds-row <box>623 517 1171 774</box>
doctor-card: ΑΝΑΣΤΑΣΙΟΣ Κ. ΤΣΑΚΙΡΙΔΗΣ Νευρολόγος — Ψυχίατρος <box>990 384 1171 411</box>
sarri-free: ΔΩΡΕΑΝ ΑΓΓΛΙΚΑ <box>1319 747 1442 763</box>
article-text: ΑΘΗΝΑΙ, 9.— Ὑπὸ τοῦ ὑπουργείου Γεωργίας προωθεῖται τὸ πρόγραμμα τῆς ἱδρύσεως νέων συσκευαστηρίων ὀπωροκηπευτικῶν εἰς διαφόρους περιοχὰς τῆς χώρας, διὰ τὴν καλυτέραν διάθεσιν τῶν προϊόντων εἰς τὰς ἀγορὰς τοῦ ἐξωτερικοῦ. <box>6 431 402 475</box>
headline-eot: ΗΡΧΙΣΕ ΣΥΝΕΡΓΑΣΙΑ ΜΕΤΑΞΥ ΤΟΥ ΕΟΤ ΚΑΙ ΤΗΣ «ΑΤΤΟΝ» ΔΙΑ ΤΗΝ ΑΝΑΠΤΥΞΙΝ ΤΗΣ ΠΕΛΟΠΟΝΝΗΣΟΥ ΚΑΙ ΚΡΗΤΗΣ <box>1188 100 1574 130</box>
decree-title: ΑΝΑΔΕΙΞΙΣ ΕΡΓΟΛΑΒΟΥ <box>832 156 962 169</box>
excursion-item: ΘΕΡΜΟΥ RELAX — Κρουαζιέρα μὲ τὸ ὑπερωκεάνειον Μ.Σ. ΑΝΝΑ-ΜΑΡΙΑ 22-26-10-67 <box>423 678 604 708</box>
